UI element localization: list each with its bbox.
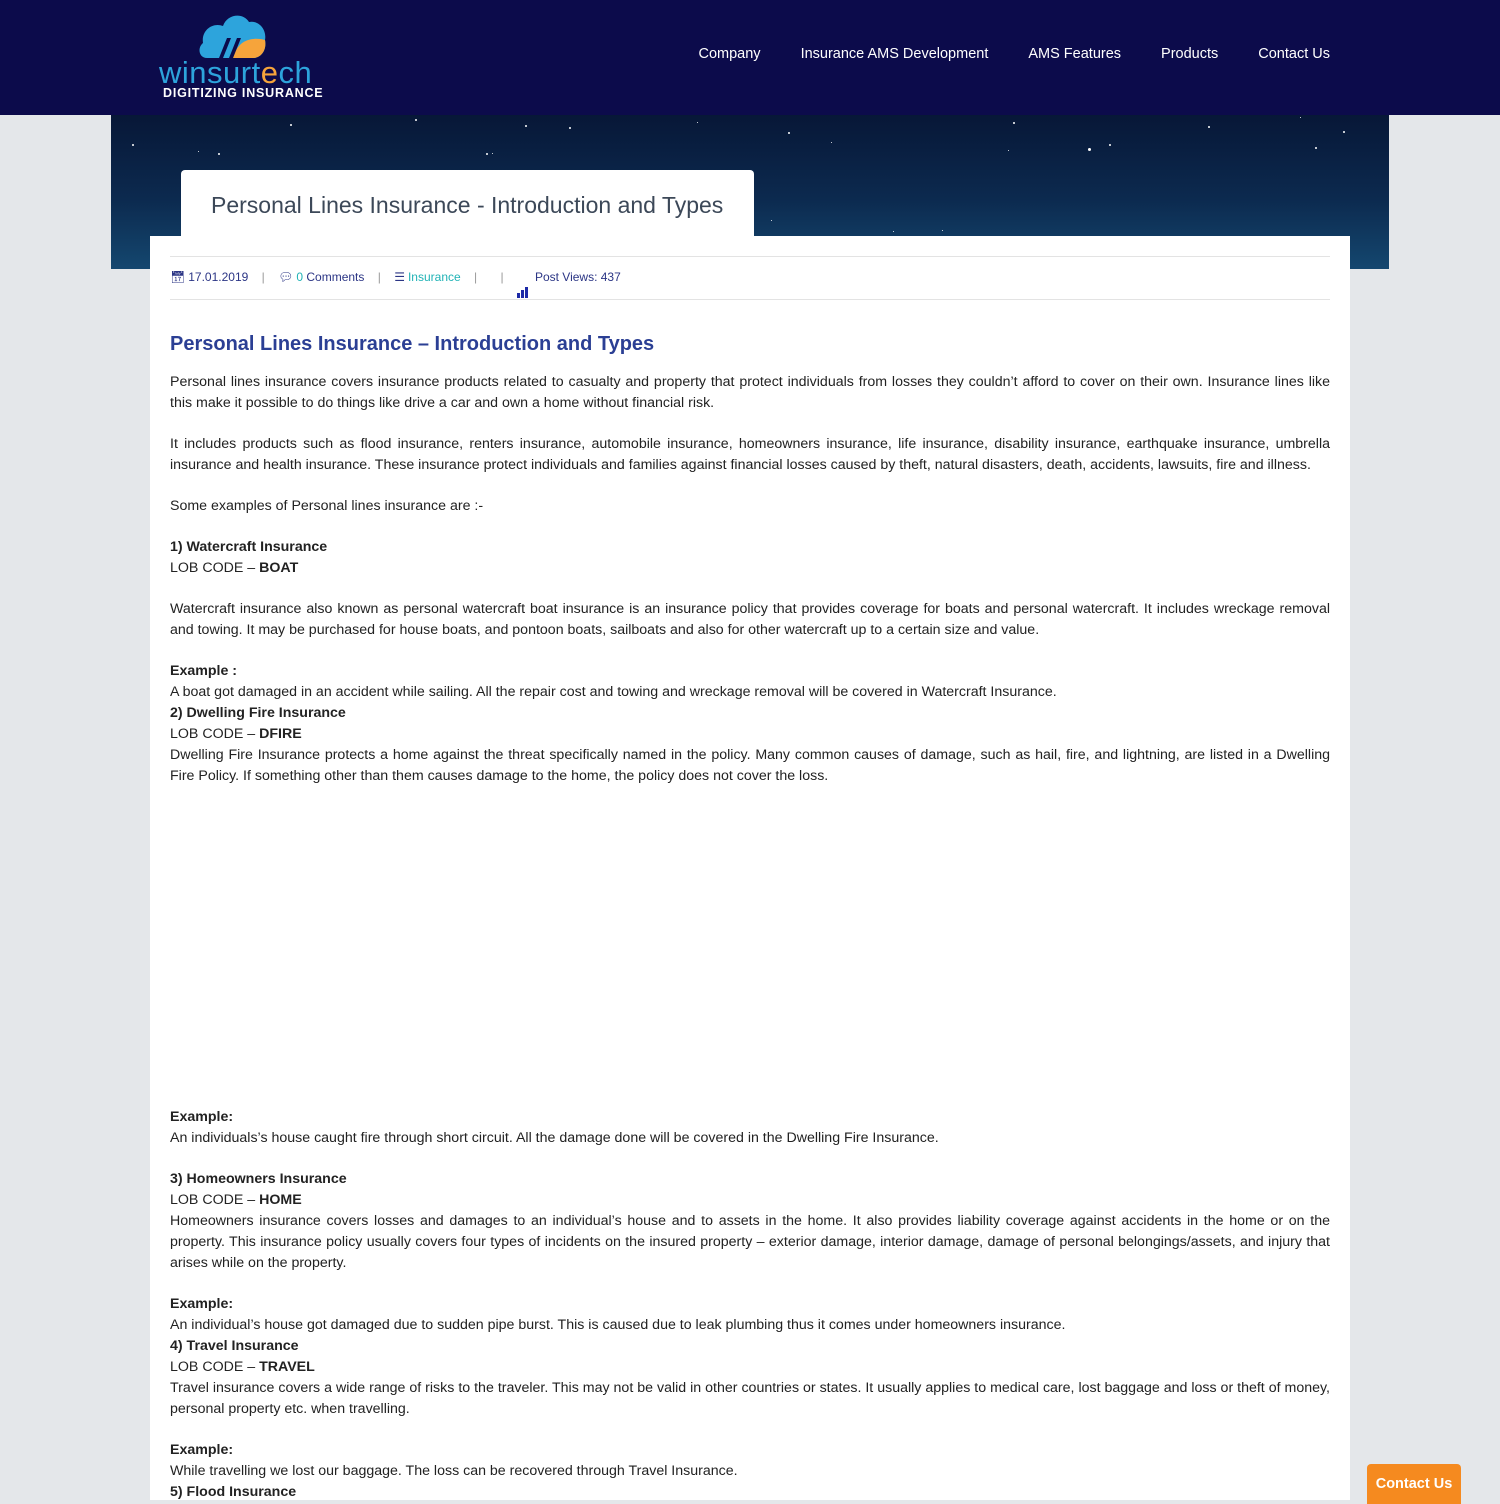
example-text: A boat got damaged in an accident while sailing. All the repair cost and towing and wreckage removal will be covered in Watercraft Insurance. — [170, 684, 1057, 700]
comment-icon: 💬︎ — [278, 270, 294, 284]
example-text: An individual’s house got damaged due to sudden pipe burst. This is caused due to leak plumbing thus it comes under homeowners insurance. — [170, 1317, 1066, 1333]
example-label: Example: — [170, 1296, 234, 1312]
category-link[interactable]: Insurance — [407, 270, 461, 284]
calendar-icon: 📅︎ — [170, 270, 186, 284]
site-logo[interactable] — [159, 12, 329, 102]
logo-tagline: DIGITIZING INSURANCE — [163, 86, 324, 100]
example-label: Example : — [170, 663, 238, 679]
blank-ad-space — [170, 787, 1330, 1107]
article-heading: Personal Lines Insurance – Introduction and Types — [170, 333, 655, 355]
lob-code-line: LOB CODE – DFIRE — [170, 726, 302, 742]
section-title: 2) Dwelling Fire Insurance — [170, 705, 346, 721]
paragraph: It includes products such as flood insurance, renters insurance, automobile insurance, homeowners insurance, life insurance, disability insurance, earthquake insurance, umbrella insurance and health insurance. These insurance protect individuals and families against financial losses caused by theft, natural disasters, death, accidents, lawsuits, fire and illness. — [170, 436, 1330, 473]
section-title: 5) Flood Insurance — [170, 1484, 297, 1500]
meta-separator: | — [474, 270, 478, 284]
site-header — [0, 0, 1500, 115]
section-description: Dwelling Fire Insurance protects a home against the threat specifically named in the policy. Many common causes of damage, such as hail, fire, and lightning, are listed in a Dwelling Fire Policy. If something other than them causes damage to the home, the policy does not cover the loss. — [170, 747, 1330, 784]
page-title-tab — [181, 170, 754, 240]
meta-separator: | — [500, 270, 504, 284]
lob-code-line: LOB CODE – HOME — [170, 1192, 302, 1208]
meta-separator: | — [377, 270, 381, 284]
comments-label[interactable]: Comments — [303, 270, 365, 284]
nav-products[interactable]: Products — [1161, 46, 1219, 62]
section-title: 3) Homeowners Insurance — [170, 1171, 347, 1187]
section-description: Travel insurance covers a wide range of risks to the traveler. This may not be valid in other countries or states. It usually applies to medical care, lost baggage and loss or theft of money, personal property etc. when travelling. — [170, 1380, 1330, 1417]
post-views: Post Views: 437 — [534, 270, 621, 284]
logo-wordmark: winsurtech — [159, 55, 313, 90]
nav-company[interactable]: Company — [698, 46, 761, 62]
example-text: While travelling we lost our baggage. The loss can be recovered through Travel Insurance. — [170, 1463, 738, 1479]
section-description: Watercraft insurance also known as personal watercraft boat insurance is an insurance policy that provides coverage for boats and personal watercraft. It includes wreckage removal and towing. It may be purchased for house boats, and pontoon boats, sailboats and also for other watercraft up to a certain size and value. — [170, 601, 1330, 638]
article-body — [170, 330, 1330, 1503]
nav-insurance-ams-development[interactable]: Insurance AMS Development — [800, 46, 989, 62]
contact-us-floating-button[interactable]: Contact Us — [1367, 1464, 1461, 1504]
lob-code-line: LOB CODE – BOAT — [170, 560, 299, 576]
nav-contact-us[interactable]: Contact Us — [1258, 46, 1330, 62]
main-nav — [659, 46, 1331, 62]
meta-separator: | — [261, 270, 265, 284]
section-description: Homeowners insurance covers losses and damages to an individual’s house and to assets in the home. It also provides liability coverage against accidents in the home or on the property. This insurance policy usually covers four types of incidents on the insured property – exterior damage, interior damage, damage of personal belongings/assets, and injury that arises while on the property. — [170, 1213, 1330, 1271]
example-label: Example: — [170, 1109, 234, 1125]
paragraph: Personal lines insurance covers insurance products related to casualty and property that protect individuals from losses they couldn’t afford to cover on their own. Insurance lines like this make it possible to do things like drive a car and own a home without financial risk. — [170, 374, 1330, 411]
comments-count[interactable]: 0 — [296, 270, 304, 284]
section-title: 4) Travel Insurance — [170, 1338, 299, 1354]
post-meta — [170, 256, 1330, 300]
bar-chart-icon — [517, 258, 529, 298]
paragraph: Some examples of Personal lines insurance are :- — [170, 498, 484, 514]
example-text: An individuals’s house caught fire through short circuit. All the damage done will be covered in the Dwelling Fire Insurance. — [170, 1130, 939, 1146]
section-title: 1) Watercraft Insurance — [170, 539, 328, 555]
page-title: Personal Lines Insurance - Introduction and Types — [211, 192, 724, 218]
post-content — [150, 236, 1350, 1500]
post-date: 17.01.2019 — [188, 270, 249, 284]
example-label: Example: — [170, 1442, 234, 1458]
list-icon: ☰ — [394, 270, 405, 284]
nav-ams-features[interactable]: AMS Features — [1028, 46, 1122, 62]
lob-code-line: LOB CODE – TRAVEL — [170, 1359, 315, 1375]
